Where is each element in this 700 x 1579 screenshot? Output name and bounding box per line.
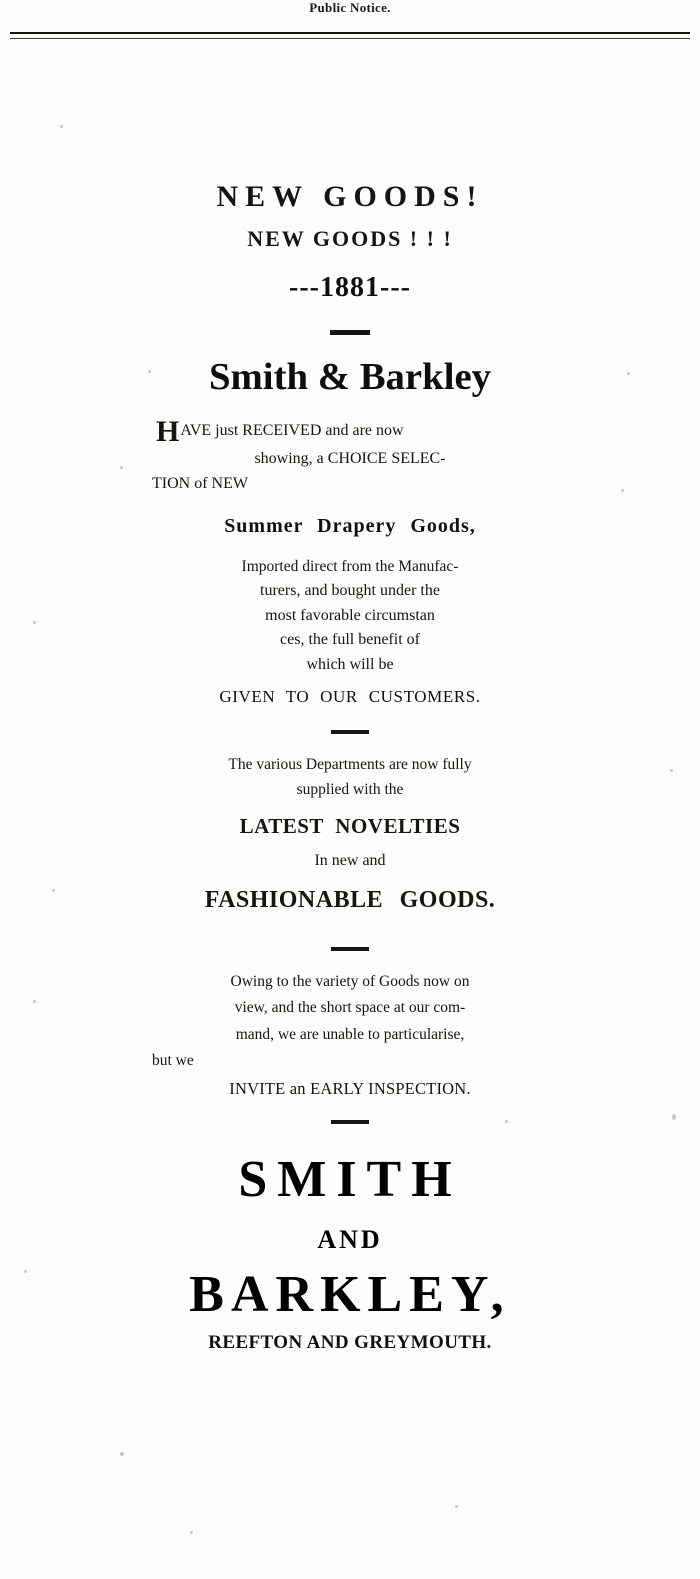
ad-imported-line-1: Imported direct from the Manufac- — [241, 557, 459, 575]
ad-signature-barkley: BARKLEY, — [189, 1265, 511, 1323]
ad-given-to-customers: GIVEN TO OUR CUSTOMERS. — [219, 686, 481, 706]
ad-dropcap: H — [156, 415, 180, 448]
ad-latest-novelties: LATEST NOVELTIES — [239, 814, 461, 839]
paper-speckle — [627, 372, 630, 375]
page-header-title: Public Notice. — [309, 0, 391, 15]
ad-invite-inspection: INVITE an EARLY INSPECTION. — [229, 1079, 471, 1099]
paper-speckle — [455, 1505, 458, 1508]
paper-speckle — [24, 1270, 27, 1273]
ad-departments-line-2: supplied with the — [296, 781, 404, 799]
paper-speckle — [190, 1531, 193, 1534]
ad-intro-line-1 — [150, 417, 550, 447]
ornament-rule — [330, 330, 370, 335]
ad-fashionable-goods: FASHIONABLE GOODS. — [204, 886, 496, 913]
paper-speckle — [672, 1114, 676, 1120]
ad-imported-line-2: turers, and bought under the — [260, 581, 440, 599]
paper-speckle — [33, 1000, 36, 1003]
ad-owing-line-1: Owing to the variety of Goods now on — [230, 972, 470, 990]
ad-summer-drapery-goods: Summer Drapery Goods, — [224, 514, 476, 537]
ad-intro-block — [150, 417, 550, 710]
advertisement — [150, 180, 550, 1354]
ad-owing-line-2: view, and the short space at our com- — [234, 999, 466, 1017]
paper-speckle — [621, 489, 624, 492]
ad-signature-block — [150, 1150, 550, 1354]
ad-year: ---1881--- — [289, 272, 411, 303]
paper-speckle — [60, 125, 63, 128]
paper-speckle — [33, 621, 36, 624]
ad-in-new-and: In new and — [314, 852, 386, 869]
ad-signature-towns: REEFTON AND GREYMOUTH. — [208, 1331, 492, 1353]
ad-imported-line-3: most favorable circumstan — [265, 606, 435, 624]
ad-intro-line-3: TION of NEW — [152, 474, 248, 492]
ad-signature-smith: SMITH — [238, 1150, 462, 1208]
ad-headline-primary: NEW GOODS! — [216, 180, 484, 213]
ornament-rule-3 — [331, 947, 369, 951]
ad-departments-line-1: The various Departments are now fully — [228, 756, 472, 774]
header-rule-thick — [10, 32, 690, 34]
paper-speckle — [120, 1452, 124, 1456]
ad-departments-block — [150, 752, 550, 919]
paper-speckle — [52, 889, 55, 892]
header-rule-thin — [10, 38, 690, 39]
ad-headline-secondary: NEW GOODS ! ! ! — [247, 226, 453, 251]
ad-intro-line-1-text: AVE just RECEIVED and are now — [180, 422, 404, 439]
paper-speckle — [120, 466, 123, 469]
ad-owing-block — [150, 969, 550, 1102]
ornament-rule-4 — [331, 1120, 369, 1124]
ad-owing-line-3: mand, we are unable to particularise, — [235, 1025, 465, 1043]
ad-imported-line-4: ces, the full benefit of — [280, 631, 420, 649]
ad-imported-line-5: which will be — [306, 656, 394, 674]
ad-firm-name: Smith & Barkley — [208, 356, 492, 398]
paper-speckle — [670, 769, 673, 772]
ad-signature-and: AND — [317, 1224, 383, 1254]
ornament-rule-2 — [331, 730, 369, 734]
ad-owing-line-4: but we — [152, 1052, 194, 1070]
ad-intro-line-2: showing, a CHOICE SELEC- — [254, 450, 446, 467]
